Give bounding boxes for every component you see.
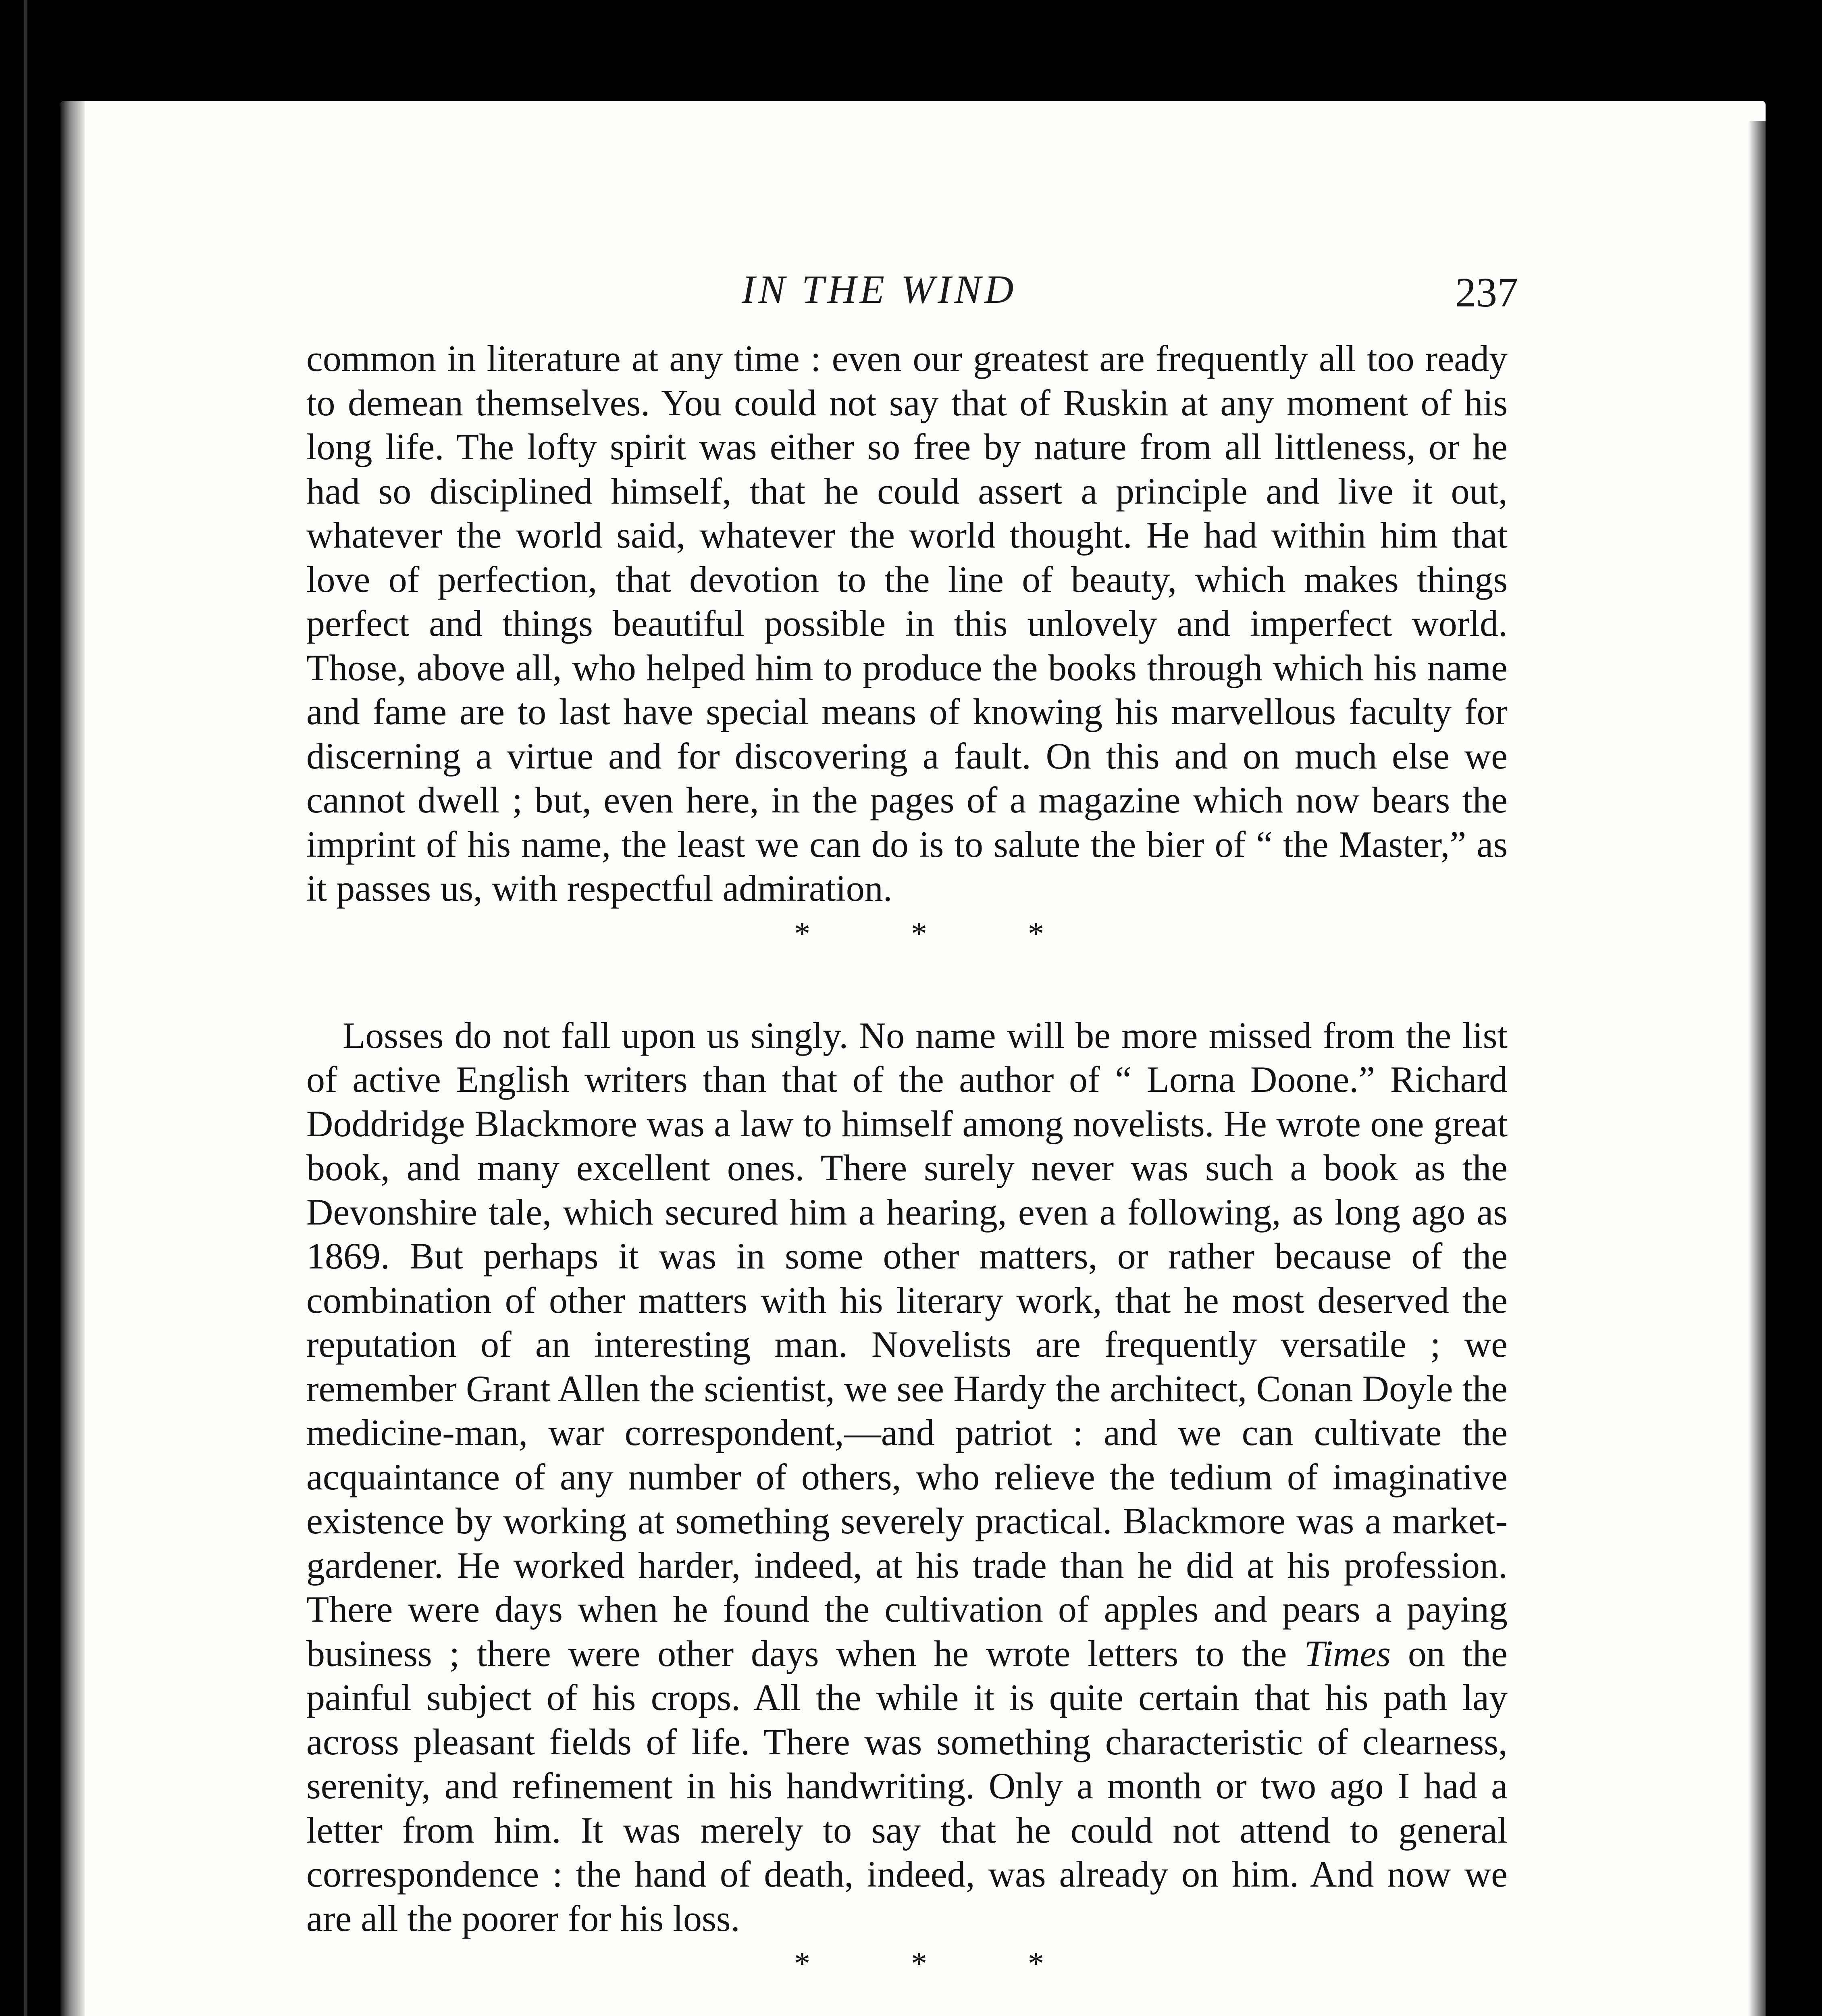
- asterisk: *: [794, 916, 810, 952]
- asterisk: *: [911, 916, 927, 952]
- times-italic: Times: [1304, 1633, 1391, 1674]
- asterisk: *: [1028, 916, 1044, 952]
- asterisk: *: [794, 1946, 810, 1981]
- running-title: IN THE WIND: [742, 267, 1017, 312]
- paragraph-blackmore-text: Losses do not fall upon us singly. No name will be more missed from the list of active English writers than that of the author of “ Lorna Doone.” Richard Doddridge Blackmore was a law to himself among novelists. He wrote one great book, and many excellent ones. There surely never was such a book as the Devonshire tale, which secured him a hearing, even a following, as long ago as 1869. But perhaps it was in some other matters, or rather because of the combination of other matters with his literary work, that he most deserved the reputation of an interesting man. Novelists are frequently versatile ; we remember Grant Allen the scientist, we see Hardy the architect, Conan Doyle the medicine-man, war correspondent,—and patriot : and we can cultivate the acquaintance of any number of others, who relieve the tedium of imaginative existence by working at something severely practical. Blackmore was a market-gardener. He worked harder, indeed, at his trade than he did at his profession. There were days when he found the cultivation of apples and pears a paying business ; there were other days when he wrote letters to the: [306, 1014, 1508, 1674]
- page-right-edge: [1749, 121, 1766, 2016]
- paragraph-blackmore-tail: on the painful subject of his crops. All the while it is quite certain that his path lay across pleasant fields of life. There was something characteristic of clearness, serenity, and refinement in his handwriting. Only a month or two ago I had a letter from him. It was merely to say that he could not attend to general correspondence : the hand of death, indeed, was already on him. And now we are all the poorer for his loss.: [306, 1633, 1508, 1939]
- paragraph-blackmore: [306, 1014, 1508, 1941]
- asterisk: *: [1028, 1946, 1044, 1981]
- asterisk: *: [911, 1946, 927, 1981]
- section-separator: [306, 911, 1508, 957]
- page-header: [0, 266, 1822, 323]
- page-left-shadow: [60, 101, 85, 2016]
- section-separator: [306, 1941, 1508, 1987]
- body-text: [306, 337, 1508, 2016]
- paragraph-ruskin: common in literature at any time : even our greatest are frequently all too ready to demean themselves. You could not say that of Ruskin at any moment of his long life. The lofty spirit was either so free by nature from all littleness, or he had so disciplined himself, that he could assert a principle and live it out, whatever the world said, whatever the world thought. He had within him that love of perfection, that devotion to the line of beauty, which makes things perfect and things beautiful possible in this unlovely and imperfect world. Those, above all, who helped him to produce the books through which his name and fame are to last have special means of knowing his marvellous faculty for discerning a virtue and for discovering a fault. On this and on much else we cannot dwell ; but, even here, in the pages of a magazine which now bears the imprint of his name, the least we can do is to salute the bier of “ the Master,” as it passes us, with respectful admiration.: [306, 338, 1508, 909]
- page-number: 237: [1455, 269, 1518, 316]
